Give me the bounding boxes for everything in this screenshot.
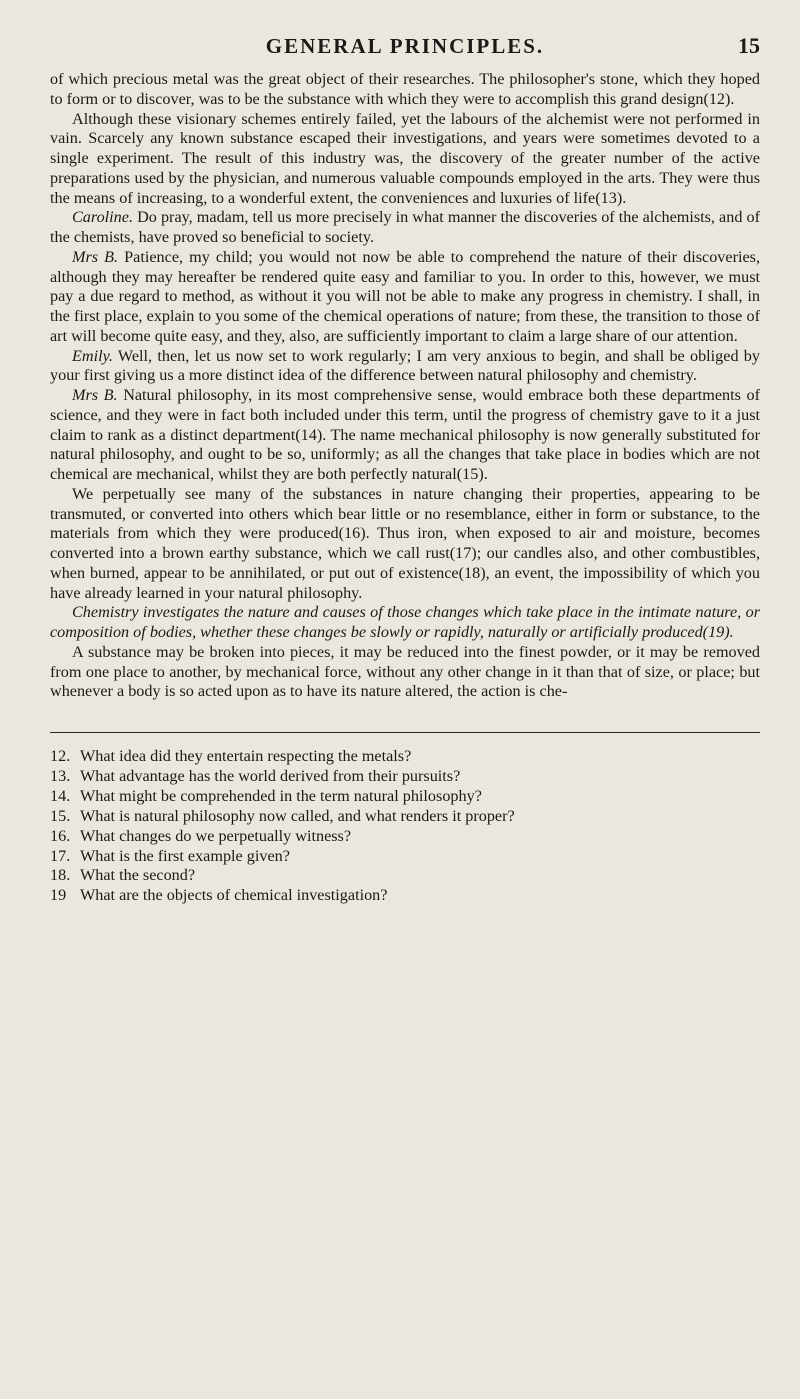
speaker-name: Emily. [72, 346, 113, 365]
question-text: What the second? [80, 866, 196, 885]
paragraph-text: of which precious metal was the great object of their researches. The philosopher's stone, which they hoped to form or to discover, was to be the substance with which they were to accomplish this grand design(12). [50, 70, 760, 108]
page-number: 15 [738, 33, 760, 58]
question-text: What changes do we perpetually witness? [80, 826, 352, 845]
paragraph [50, 485, 760, 604]
question-text: What is natural philosophy now called, and what renders it proper? [80, 806, 515, 825]
question-item [50, 847, 760, 867]
question-number: 16. [50, 826, 71, 845]
question-text: What advantage has the world derived from their pursuits? [80, 766, 461, 785]
paragraph [50, 110, 760, 209]
question-item [50, 787, 760, 807]
question-item [50, 886, 760, 906]
paragraph-text: Natural philosophy, in its most comprehensive sense, would embrace both these departments of science, and they were in fact both included under this term, until the progress of chemistry gave to it a just claim to rank as a distinct department(14). The name mechanical philosophy is now generally substituted for natural philosophy, and ought to be so, uniformly; as all the changes that take place in bodies which are not chemical are mechanical, whilst they are both perfectly natural(15). [50, 386, 760, 483]
question-number: 13. [50, 766, 71, 785]
question-number: 15. [50, 806, 71, 825]
paragraph [50, 603, 760, 643]
speaker-name: Mrs B. [72, 247, 119, 266]
paragraph-text: Chemistry investigates the nature and causes of those changes which take place in the intimate nature, or composition of bodies, whether these changes be slowly or rapidly, naturally or artificially produced(19). [50, 603, 760, 641]
question-text: What is the first example given? [80, 846, 290, 865]
paragraph [50, 70, 760, 110]
question-item [50, 827, 760, 847]
speaker-name: Mrs B. [72, 386, 118, 404]
paragraph-text: Patience, my child; you would not now be able to comprehend the nature of their discoveries, although they may hereafter be rendered quite easy and familiar to you. In order to this, however, we must pay a due regard to method, as without it you will not be able to make any progress in chemistry. I shall, in the first place, explain to you some of the chemical operations of nature; from these, the transition to those of art will become quite easy, and they, also, are sufficiently important to claim a large share of our attention. [50, 247, 761, 345]
paragraph-text: Although these visionary schemes entirely failed, yet the labours of the alchemist were not performed in vain. Scarcely any known substance escaped their investigations, and years were sometimes devoted to a single experiment. The result of this industry was, the discovery of the greater number of the active preparations used by the physician, and numerous valuable compounds employed in the arts. They were thus the means of increasing, to a wonderful extent, the conveniences and luxuries of life(13). [50, 109, 760, 207]
paragraph [50, 248, 760, 347]
paragraph [50, 208, 760, 248]
question-item [50, 807, 760, 827]
question-text: What are the objects of chemical investigation? [80, 886, 388, 905]
paragraph [50, 386, 760, 485]
speaker-name: Caroline. [72, 208, 134, 227]
paragraph [50, 347, 760, 387]
question-item [50, 747, 760, 767]
question-text: What might be comprehended in the term natural philosophy? [80, 786, 482, 805]
question-number: 14. [50, 786, 71, 805]
paragraph-text: Do pray, madam, tell us more precisely in what manner the discoveries of the alchemists, and of the chemists, have proved so beneficial to society. [50, 208, 760, 246]
body-text [50, 70, 760, 702]
paragraph-text: We perpetually see many of the substances in nature changing their properties, appearing to be transmuted, or converted into others which bear little or no resemblance, either in form or substance, to the materials from which they were produced(16). Thus iron, when exposed to air and moisture, becomes converted into a brown earthy substance, which we call rust(17); our candles also, and other combustibles, when burned, appear to be annihilated, or put out of existence(18), an event, the impossibility of which you have already learned in your natural philosophy. [50, 484, 760, 602]
question-number: 19 [50, 886, 67, 905]
question-number: 17. [50, 846, 71, 865]
paragraph [50, 643, 760, 702]
study-questions [50, 747, 760, 906]
paragraph-text: A substance may be broken into pieces, it may be reduced into the finest powder, or it may be removed from one place to another, by mechanical force, without any other change in it than that of size, or place; but whenever a body is so acted upon as to have its nature altered, the action is che- [50, 642, 760, 701]
question-number: 18. [50, 866, 71, 885]
question-number: 12. [50, 747, 71, 765]
running-title: GENERAL PRINCIPLES. [265, 34, 545, 58]
paragraph-text: Well, then, let us now set to work regularly; I am very anxious to begin, and shall be obliged by your first giving us a more distinct idea of the difference between natural philosophy and chemistry. [50, 346, 760, 385]
question-item [50, 866, 760, 886]
footnote-divider [50, 732, 760, 733]
question-text: What idea did they entertain respecting the metals? [80, 747, 412, 765]
running-head [50, 0, 760, 70]
question-item [50, 767, 760, 787]
